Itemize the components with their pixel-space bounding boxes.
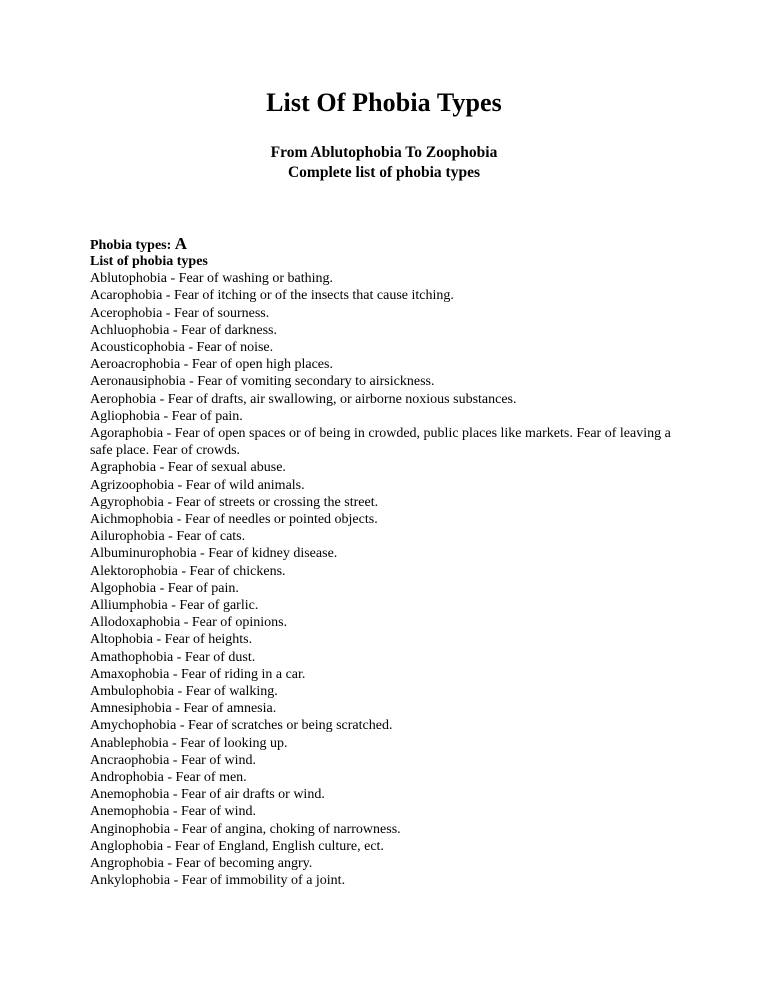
phobia-entry: Acerophobia - Fear of sourness. — [90, 305, 270, 321]
phobia-entry: Achluophobia - Fear of darkness. — [90, 322, 278, 338]
phobia-entry: Anemophobia - Fear of air drafts or wind. — [90, 787, 325, 803]
phobia-entry: Agliophobia - Fear of pain. — [90, 408, 243, 424]
phobia-entry: Acousticophobia - Fear of noise. — [90, 340, 274, 355]
phobia-entry: Amnesiphobia - Fear of amnesia. — [90, 701, 277, 717]
phobia-entry: Ailurophobia - Fear of cats. — [90, 529, 246, 545]
phobia-entry: Aeronausiphobia - Fear of vomiting secondary to airsickness. — [90, 374, 435, 390]
phobia-entry: Androphobia - Fear of men. — [90, 770, 247, 786]
phobia-entry: Ankylophobia - Fear of immobility of a joint. — [90, 873, 346, 889]
phobia-entry: Ambulophobia - Fear of walking. — [90, 684, 278, 700]
document-body — [90, 234, 680, 890]
phobia-entry: Algophobia - Fear of pain. — [90, 580, 239, 596]
phobia-entry: Aerophobia - Fear of drafts, air swallowing, or airborne noxious substances. — [90, 391, 517, 407]
phobia-entry: Ancraophobia - Fear of wind. — [90, 752, 257, 768]
phobia-entry: Agraphobia - Fear of sexual abuse. — [90, 460, 286, 476]
phobia-entry: Allodoxaphobia - Fear of opinions. — [90, 615, 288, 631]
phobia-entry: Anablephobia - Fear of looking up. — [90, 735, 288, 751]
section-letter: A — [174, 234, 188, 253]
phobia-entry: Ablutophobia - Fear of washing or bathing. — [90, 271, 334, 287]
phobia-entry: Aeroacrophobia - Fear of open high places. — [90, 357, 333, 373]
phobia-entry: Anglophobia - Fear of England, English culture, ect. — [90, 838, 384, 854]
phobia-entry: Altophobia - Fear of heights. — [90, 632, 253, 648]
phobia-entry: Agrizoophobia - Fear of wild animals. — [90, 477, 305, 493]
phobia-entry: Amaxophobia - Fear of riding in a car. — [90, 666, 306, 682]
phobia-entry: Aichmophobia - Fear of needles or pointed objects. — [90, 512, 378, 528]
phobia-entry: Alektorophobia - Fear of chickens. — [90, 563, 286, 579]
page-title: List Of Phobia Types — [266, 88, 502, 117]
section-label: Phobia types: — [90, 238, 175, 253]
phobia-entry: Albuminurophobia - Fear of kidney disease. — [90, 546, 338, 562]
phobia-entry: Agoraphobia - Fear of open spaces or of being in crowded, public places like markets. Fear of leaving a safe place. Fear of crowds. — [90, 426, 671, 459]
page-subtitle-description: Complete list of phobia types — [287, 164, 481, 181]
phobia-entry: Amychophobia - Fear of scratches or being scratched. — [90, 718, 393, 734]
phobia-entry: Angrophobia - Fear of becoming angry. — [90, 856, 313, 872]
section-heading — [90, 234, 680, 253]
phobia-entry: Anginophobia - Fear of angina, choking of narrowness. — [90, 821, 401, 837]
phobia-entry: Alliumphobia - Fear of garlic. — [90, 598, 259, 614]
phobia-entry: Acarophobia - Fear of itching or of the insects that cause itching. — [90, 288, 454, 304]
phobia-entry: Anemophobia - Fear of wind. — [90, 804, 257, 820]
page-subtitle-range: From Ablutophobia To Zoophobia — [270, 144, 498, 161]
phobia-entry: Amathophobia - Fear of dust. — [90, 649, 256, 665]
phobia-list — [90, 270, 680, 889]
list-heading: List of phobia types — [90, 254, 208, 269]
phobia-entry: Agyrophobia - Fear of streets or crossing the street. — [90, 494, 379, 510]
